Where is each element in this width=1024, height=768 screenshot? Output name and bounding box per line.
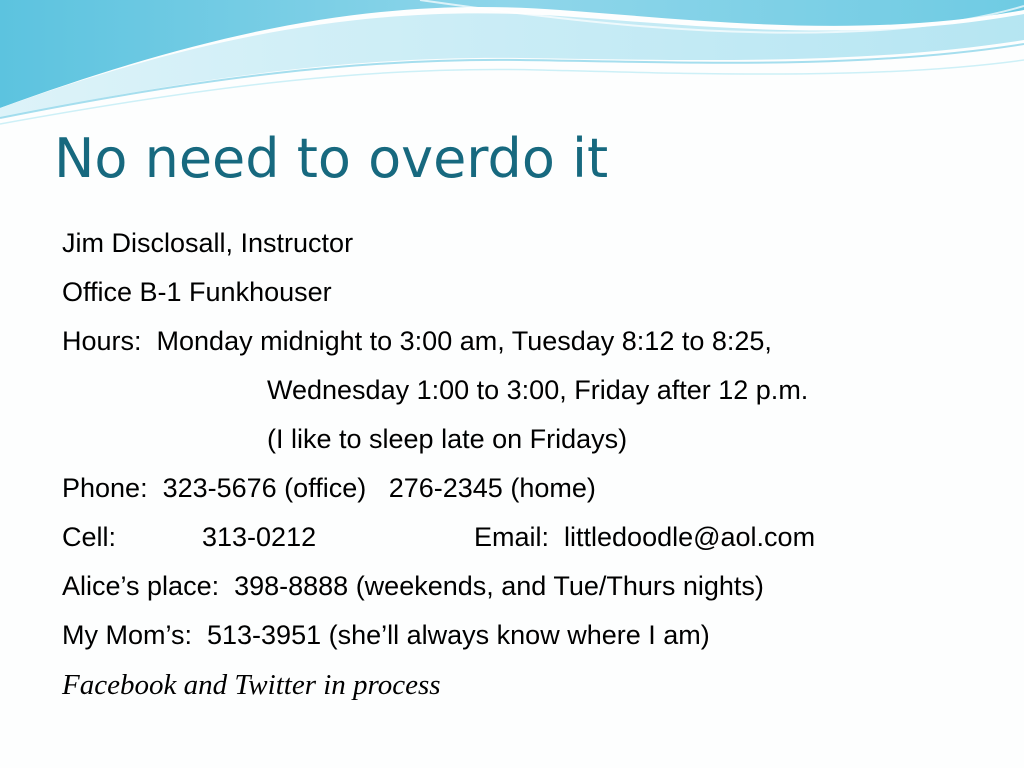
office-line: Office B-1 Funkhouser (62, 277, 332, 307)
instructor-info (62, 224, 1012, 714)
cell-number: 313-0212 (202, 522, 317, 552)
email-text: Email: littledoodle@aol.com (474, 522, 816, 552)
instructor-line: Jim Disclosall, Instructor (62, 228, 354, 258)
mom-line: My Mom’s: 513-3951 (she’ll always know where I am) (62, 620, 710, 650)
cell-label: Cell: (62, 522, 117, 552)
hours-line-1: Hours: Monday midnight to 3:00 am, Tuesday 8:12 to 8:25, (62, 326, 772, 356)
phone-line: Phone: 323-5676 (office) 276-2345 (home) (62, 473, 596, 503)
cell-email-line (62, 518, 1012, 567)
alice-line: Alice’s place: 398-8888 (weekends, and Tue/Thurs nights) (62, 571, 764, 601)
decorative-wave-banner (0, 0, 1024, 130)
slide-title: No need to overdo it (54, 127, 609, 190)
hours-line-3: (I like to sleep late on Fridays) (267, 424, 628, 454)
social-media-line: Facebook and Twitter in process (62, 669, 441, 701)
hours-line-2: Wednesday 1:00 to 3:00, Friday after 12 p.m. (267, 375, 809, 405)
